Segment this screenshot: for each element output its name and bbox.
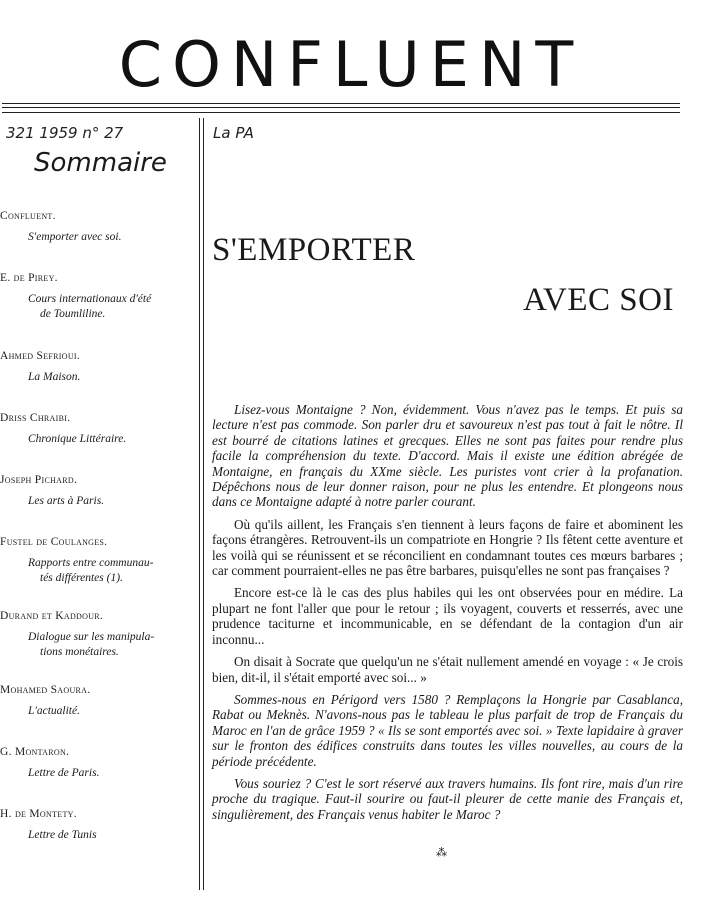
toc-author: Durand et Kaddour. xyxy=(0,610,104,622)
toc-title-line: La Maison. xyxy=(28,371,81,383)
asterism-ornament: ⁂ xyxy=(436,847,447,859)
toc-title-line: Lettre de Paris. xyxy=(28,767,100,779)
toc-title-line: Les arts à Paris. xyxy=(28,495,105,507)
toc-title xyxy=(28,828,194,843)
toc-entry xyxy=(0,350,194,385)
article-paragraph: Encore est-ce là le cas des plus habiles qui les ont observées pour en médire. La plupart ne font l'aller que pour le retour ; ils voyagent, couverts et resserrés, avec une prudence taciturne et incommunicable, en se défendant de la contagion d'un air inconnu... xyxy=(212,585,683,647)
toc-author: Mohamed Saoura. xyxy=(0,684,91,696)
toc-title-line: Chronique Littéraire. xyxy=(28,433,127,445)
toc-title xyxy=(28,370,194,385)
toc-entry xyxy=(0,474,194,509)
handwritten-section-note: La PA xyxy=(213,124,254,142)
toc-author: H. de Montety. xyxy=(0,808,77,820)
toc-title xyxy=(28,630,194,660)
toc-author: Joseph Pichard. xyxy=(0,474,78,486)
toc-title-line: Lettre de Tunis xyxy=(28,829,97,841)
masthead-rule-top xyxy=(2,103,680,104)
toc-title-line: Cours internationaux d'été xyxy=(28,293,152,305)
column-divider xyxy=(199,118,200,890)
toc-author: Driss Chraibi. xyxy=(0,412,71,424)
column-divider-second xyxy=(203,118,204,890)
toc-entry xyxy=(0,210,194,245)
article-paragraph: Vous souriez ? C'est le sort réservé aux travers humains. Ils font rire, mais d'un rire proche du tragique. Faut-il sourire ou faut-il pleurer de cette manie des Français et, singulièrement, des Français venus habiter le Maroc ? xyxy=(212,775,683,822)
handwritten-issue-note: 321 1959 n° 27 xyxy=(6,124,124,142)
toc-author: Ahmed Sefrioui. xyxy=(0,350,81,362)
toc-entry xyxy=(0,412,194,447)
toc-entry xyxy=(0,746,194,781)
toc-title xyxy=(28,230,194,245)
article-paragraph: Où qu'ils aillent, les Français s'en tiennent à leurs façons de faire et abominent les façons étrangères. Retrouvent-ils un compatriote en Hongrie ? Ils fêtent cette aventure et les voilà qui se réunissent et se réconcilient en condamnant toutes ces mœurs barbares ; car comment pourraient-elles ne pas être barbares, puisqu'elles ne sont pas françaises ? xyxy=(212,516,683,579)
masthead-rule-bottom xyxy=(2,112,680,113)
article-title-line2: AVEC SOI xyxy=(522,282,674,318)
toc-title xyxy=(28,432,194,447)
toc-title-line: L'actualité. xyxy=(28,705,80,717)
toc-author: E. de Pirey. xyxy=(0,272,58,284)
toc-title-line: de Toumliline. xyxy=(40,308,106,320)
sommaire-heading: Sommaire xyxy=(34,148,167,178)
toc-title xyxy=(28,292,194,322)
toc-title-line: S'emporter avec soi. xyxy=(28,231,122,243)
toc-title xyxy=(28,556,194,586)
article-title-line1: S'EMPORTER xyxy=(212,232,416,268)
article-paragraph: Lisez-vous Montaigne ? Non, évidemment. Vous n'avez pas le temps. Et puis sa lecture n'est pas commode. Son parler dru et savoureux n'est pas tout à fait le nôtre. Il est bourré de citations latines et grecques. Elles ne sont pas faites pour rendre plus facile la compréhension du texte. D'accord. Mais il existe une édition abrégée de Montaigne, en français du XXme siècle. Les puristes vont crier à la profanation. Dépêchons nous de leur donner raison, pour ne plus les entendre. Et plongeons nous dans ce Montaigne adapté à notre parler courant. xyxy=(212,402,683,510)
toc-title-line: tions monétaires. xyxy=(40,646,119,658)
masthead-title: CONFLUENT xyxy=(118,28,584,101)
toc-entry xyxy=(0,272,194,322)
toc-title-line: Rapports entre communau- xyxy=(28,557,154,569)
toc-title-line: tés différentes (1). xyxy=(40,572,123,584)
toc-author: Confluent. xyxy=(0,210,56,222)
article-body xyxy=(212,402,683,829)
toc-title xyxy=(28,704,194,719)
toc-title-line: Dialogue sur les manipula- xyxy=(28,631,155,643)
masthead-rule-mid xyxy=(2,107,680,108)
toc-entry xyxy=(0,684,194,719)
toc-author: G. Montaron. xyxy=(0,746,70,758)
toc-title xyxy=(28,494,194,509)
toc-entry xyxy=(0,610,194,660)
toc-title xyxy=(28,766,194,781)
article-paragraph: On disait à Socrate que quelqu'un ne s'était nullement amendé en voyage : « Je crois bien, dit-il, il s'était emporté avec soi... » xyxy=(212,654,683,685)
article-paragraph: Sommes-nous en Périgord vers 1580 ? Remplaçons la Hongrie par Casablanca, Rabat ou Meknès. N'avons-nous pas le tableau le plus parfait de trop de Français du Maroc en l'an de grâce 1959 ? « Ils se sont emportés avec soi. » Texte lapidaire à graver sur le fronton des édifices construits dans toutes les villes nouvelles, au cours de la période précédente. xyxy=(212,691,683,769)
toc-entry xyxy=(0,808,194,843)
toc-author: Fustel de Coulanges. xyxy=(0,536,108,548)
toc-entry xyxy=(0,536,194,586)
